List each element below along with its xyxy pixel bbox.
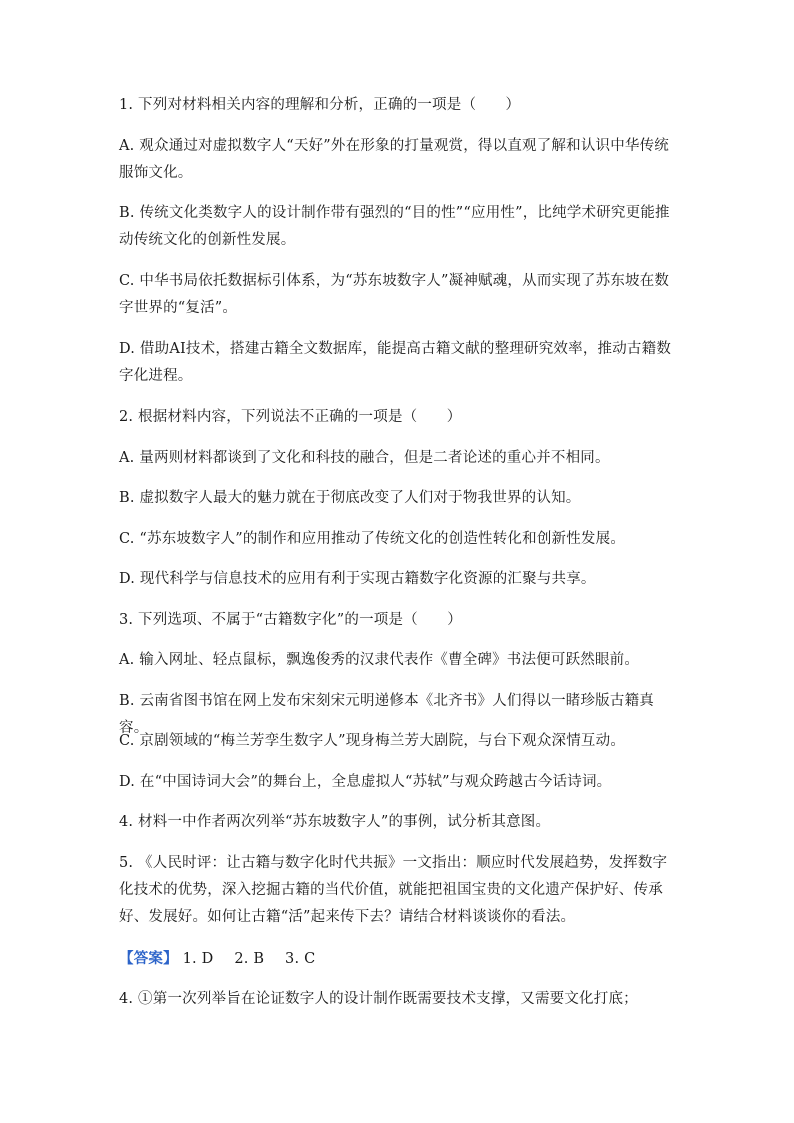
answer-item-3: 3. C [285,951,316,967]
question-3-option-a: A. 输入网址、轻点鼠标，飘逸俊秀的汉隶代表作《曹全碑》书法便可跃然眼前。 [119,652,640,668]
question-2-option-b: B. 虚拟数字人最大的魅力就在于彻底改变了人们对于物我世界的认知。 [119,490,581,506]
question-1-option-b: B. 传统文化类数字人的设计制作带有强烈的“目的性”“应用性”，比纯学术研究更能推动传统文化的创新性发展。 [119,205,670,248]
question-5: 5. 《人民时评：让古籍与数字化时代共振》一文指出：顺应时代发展趋势，发挥数字化技术的优势，深入挖掘古籍的当代价值，就能把祖国宝贵的文化遗产保护好、传承好、发展好。如何让古籍“活”起来传下去？请结合材料谈谈你的看法。 [119,855,668,925]
answer-4: 4. ①第一次列举旨在论证数字人的设计制作既需要技术支撑，又需要文化打底； [119,991,638,1007]
question-2-option-d: D. 现代科学与信息技术的应用有利于实现古籍数字化资源的汇聚与共享。 [119,571,596,587]
answer-item-1: 1. D [182,951,214,967]
answer-tag: 【答案】 [119,950,178,967]
question-2-stem: 2. 根据材料内容，下列说法不正确的一项是（ ） [119,409,462,425]
question-3-option-b: B. 云南省图书馆在网上发布宋刻宋元明递修本《北齐书》人们得以一睹珍版古籍真容。 [119,693,654,736]
question-2-option-c: C. “苏东坡数字人”的制作和应用推动了传统文化的创造性转化和创新性发展。 [119,531,626,547]
question-1-option-a: A. 观众通过对虚拟数字人“天好”外在形象的打量观赏，得以直观了解和认识中华传统服饰文化。 [119,138,670,181]
question-2-option-a: A. 量两则材料都谈到了文化和科技的融合，但是二者论述的重心并不相同。 [119,450,610,466]
question-1-option-c: C. 中华书局依托数据标引体系，为“苏东坡数字人”凝神赋魂，从而实现了苏东坡在数字世界的“复活”。 [119,273,670,316]
question-4: 4. 材料一中作者两次列举“苏东坡数字人”的事例，试分析其意图。 [119,814,551,830]
question-3-stem: 3. 下列选项、不属于“古籍数字化”的一项是（ ） [119,612,462,628]
question-1-option-d: D. 借助AI技术，搭建古籍全文数据库，能提高古籍文献的整理研究效率，推动古籍数字化进程。 [119,341,672,384]
question-3-option-c: C. 京剧领域的“梅兰芳孪生数字人”现身梅兰芳大剧院，与台下观众深情互动。 [119,733,626,749]
answer-line [119,945,679,973]
question-1-stem: 1. 下列对材料相关内容的理解和分析，正确的一项是（ ） [119,97,521,113]
answer-item-2: 2. B [234,951,265,967]
question-3-option-d: D. 在“中国诗词大会”的舞台上，全息虚拟人“苏轼”与观众跨越古今话诗词。 [119,774,612,790]
